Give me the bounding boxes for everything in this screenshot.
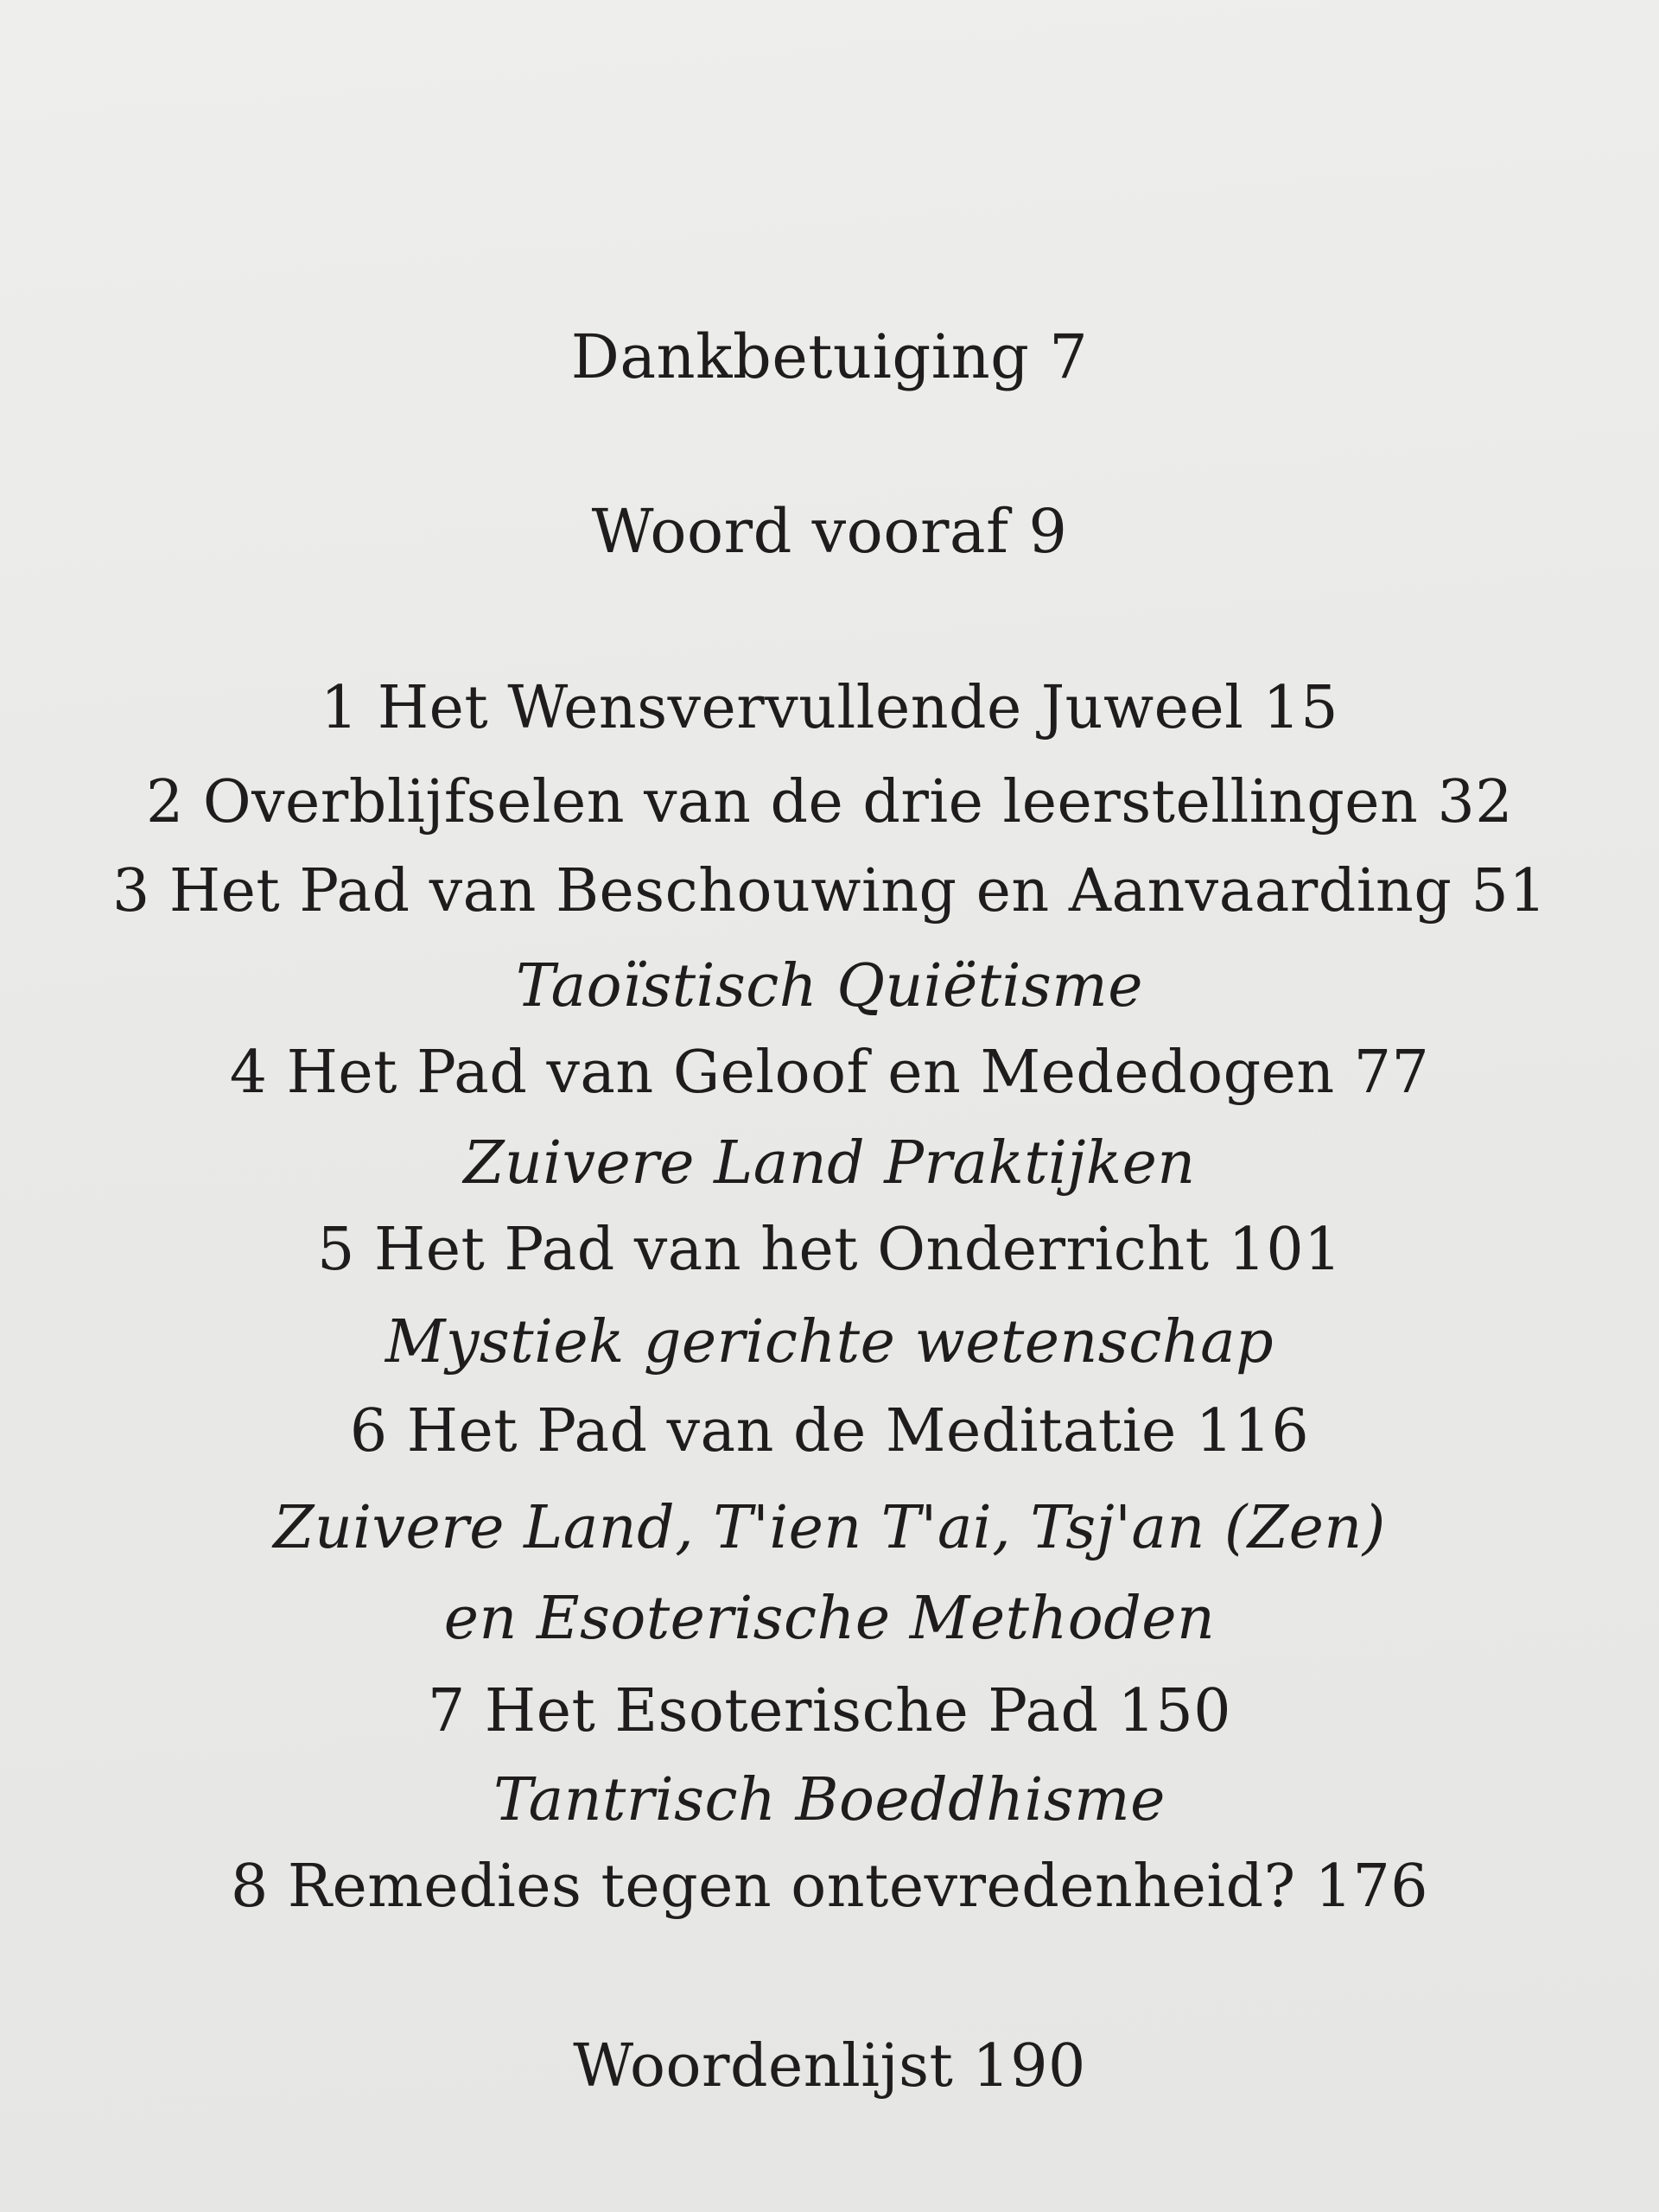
toc-entry-woord-vooraf: Woord vooraf 9 [591,496,1068,567]
toc-entry-woordenlijst: Woordenlijst 190 [573,2032,1086,2101]
toc-entry-chapter-3: 3 Het Pad van Beschouwing en Aanvaarding 51 [111,857,1548,925]
toc-subtitle-chapter-6-line-1: Zuivere Land, T'ien T'ai, Tsj'an (Zen) [273,1494,1386,1562]
toc-subtitle-chapter-5: Mystiek gerichte wetenschap [385,1308,1274,1376]
toc-subtitle-chapter-6-line-2: en Esoterische Methoden [443,1585,1216,1653]
toc-entry-chapter-1: 1 Het Wensvervullende Juweel 15 [320,674,1339,742]
toc-entry-chapter-2: 2 Overblijfselen van de drie leerstellingen 32 [146,768,1513,836]
toc-entry-chapter-5: 5 Het Pad van het Onderricht 101 [317,1216,1342,1284]
toc-subtitle-chapter-7: Tantrisch Boeddhisme [493,1766,1166,1834]
toc-subtitle-chapter-3: Taoïstisch Quiëtisme [516,952,1143,1020]
toc-entry-dankbetuiging: Dankbetuiging 7 [570,321,1089,392]
toc-entry-chapter-6: 6 Het Pad van de Meditatie 116 [349,1397,1310,1465]
toc-entry-chapter-8: 8 Remedies tegen ontevredenheid? 176 [230,1853,1429,1921]
toc-entry-chapter-7: 7 Het Esoterische Pad 150 [428,1677,1231,1745]
toc-entry-chapter-4: 4 Het Pad van Geloof en Mededogen 77 [229,1039,1430,1107]
toc-subtitle-chapter-4: Zuivere Land Praktijken [463,1129,1196,1198]
